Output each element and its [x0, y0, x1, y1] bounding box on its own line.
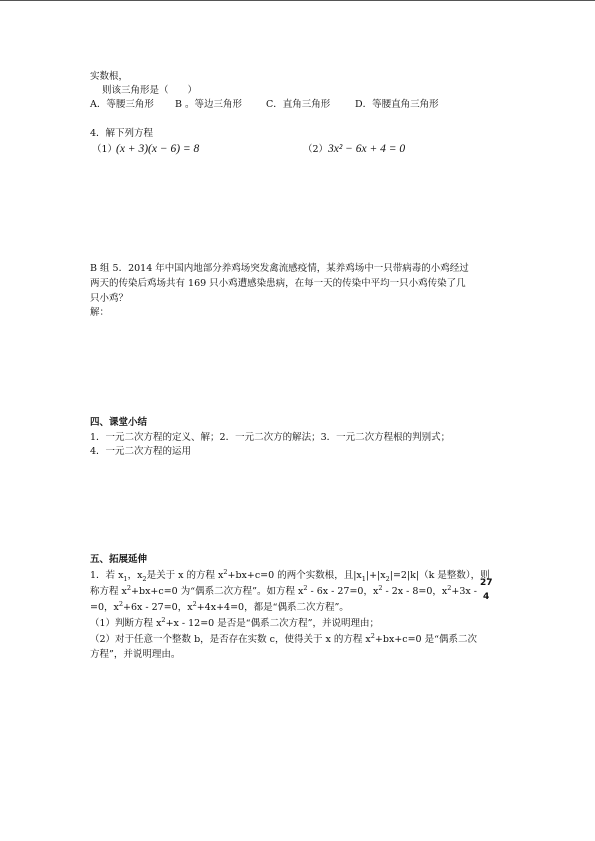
q4-eq2-label: （2）: [303, 144, 329, 155]
q3-option-d: D．等腰直角三角形: [355, 99, 439, 110]
fraction-numerator: 27: [480, 578, 493, 588]
q3-option-b: B 。等边三角形: [175, 99, 243, 110]
q4-title: 4．解下列方程: [90, 128, 154, 139]
q4-eq1-label: （1）: [92, 144, 118, 155]
summary-line1: 1．一元二次方程的定义、解；2．一元二次方的解法；3．一元二次方程根的判别式；: [90, 432, 451, 443]
q4-eq1: (x + 3)(x − 6) = 8: [116, 143, 200, 155]
extension-heading: 五、拓展延伸: [90, 554, 148, 565]
extension-question1: （1）判断方程 $x^2+x - 12=0$ 是否是“偶系二次方程”，并说明理由；: [90, 615, 379, 629]
extension-para-line2: 称方程 $x^2+bx+c=0$ 为“偶系二次方程”。如方程 $x^2 - 6x - 27=0$，$x^2 - 2x - 8=0$，$x^2+3x$ -: [90, 583, 478, 597]
q3-option-c: C．直角三角形: [266, 99, 331, 110]
q3-line-end: 实数根，: [90, 71, 129, 82]
extension-para-line1: 1．若 $x_1$，$x_2$是关于 x 的方程 $x^2+bx+c=0$ 的两个实数根，且$|x_1|+|x_2|=2|k|(k$ 是整数），则: [90, 567, 490, 583]
extension-para-line3: =0，$x^2+6x - 27=0$，$x^2+4x+4=0$，都是“偶系二次方程”。: [90, 599, 349, 613]
q5-line2: 两天的传染后鸡场共有 169 只小鸡遭感染患病，在每一天的传染中平均一只小鸡传染了几: [90, 278, 466, 289]
summary-line2: 4．一元二次方程的运用: [90, 446, 192, 457]
q3-option-a: A．等腰三角形: [90, 99, 154, 110]
summary-heading: 四、课堂小结: [90, 417, 148, 428]
q5-answer-label: 解：: [90, 307, 110, 318]
extension-question2-line2: 方程”，并说明理由。: [90, 649, 181, 660]
top-border-line: [0, 0, 595, 1]
q5-line3: 只小鸡？: [90, 293, 129, 304]
q5-line1: B 组 5．2014 年中国内地部分养鸡场突发禽流感疫情，某养鸡场中一只带病毒的小鸡经过: [90, 263, 469, 274]
q3-question: 则该三角形是（ ）: [102, 85, 198, 96]
extension-question2-line1: （2）对于任意一个整数 b，是否存在实数 c，使得关于 x 的方程 $x^2+bx+c=0$ 是“偶系二次: [90, 631, 477, 645]
fraction-denominator: 4: [483, 592, 490, 602]
q4-eq2: 3x² − 6x + 4 = 0: [328, 143, 406, 155]
